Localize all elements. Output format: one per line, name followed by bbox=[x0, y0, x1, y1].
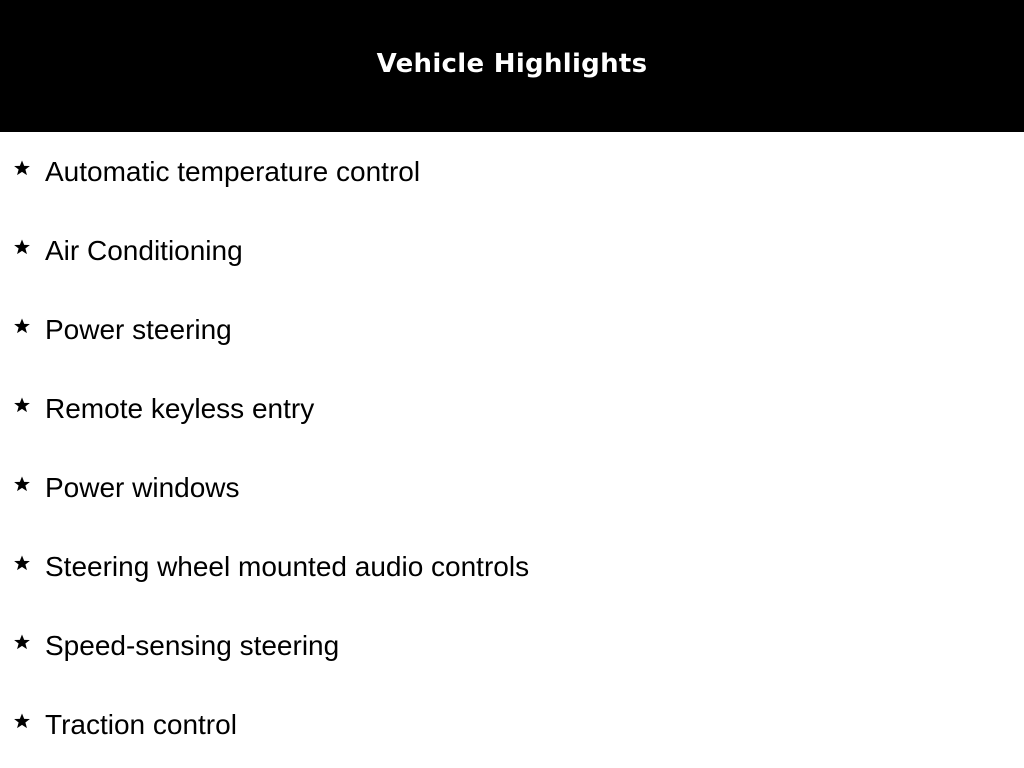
list-item bbox=[0, 132, 1024, 211]
highlight-label: Speed-sensing steering bbox=[45, 630, 340, 661]
star-icon bbox=[10, 551, 34, 575]
list-item bbox=[0, 369, 1024, 448]
list-item bbox=[0, 211, 1024, 290]
list-item bbox=[0, 290, 1024, 369]
star-icon bbox=[10, 393, 34, 417]
highlight-label: Power steering bbox=[45, 314, 232, 345]
star-icon bbox=[10, 156, 34, 180]
star-icon bbox=[10, 472, 34, 496]
page-title: Vehicle Highlights bbox=[376, 49, 648, 79]
highlight-label: Power windows bbox=[45, 472, 240, 503]
header-bar bbox=[0, 0, 1024, 132]
list-item bbox=[0, 606, 1024, 685]
highlights-list bbox=[0, 132, 1024, 764]
list-item bbox=[0, 685, 1024, 764]
star-icon bbox=[10, 314, 34, 338]
star-icon bbox=[10, 630, 34, 654]
star-icon bbox=[10, 709, 34, 733]
list-item bbox=[0, 448, 1024, 527]
highlight-label: Steering wheel mounted audio controls bbox=[45, 551, 530, 582]
highlight-label: Air Conditioning bbox=[45, 235, 243, 266]
highlight-label: Traction control bbox=[45, 709, 237, 740]
highlight-label: Remote keyless entry bbox=[45, 393, 315, 424]
highlight-label: Automatic temperature control bbox=[45, 156, 421, 187]
list-item bbox=[0, 527, 1024, 606]
star-icon bbox=[10, 235, 34, 259]
